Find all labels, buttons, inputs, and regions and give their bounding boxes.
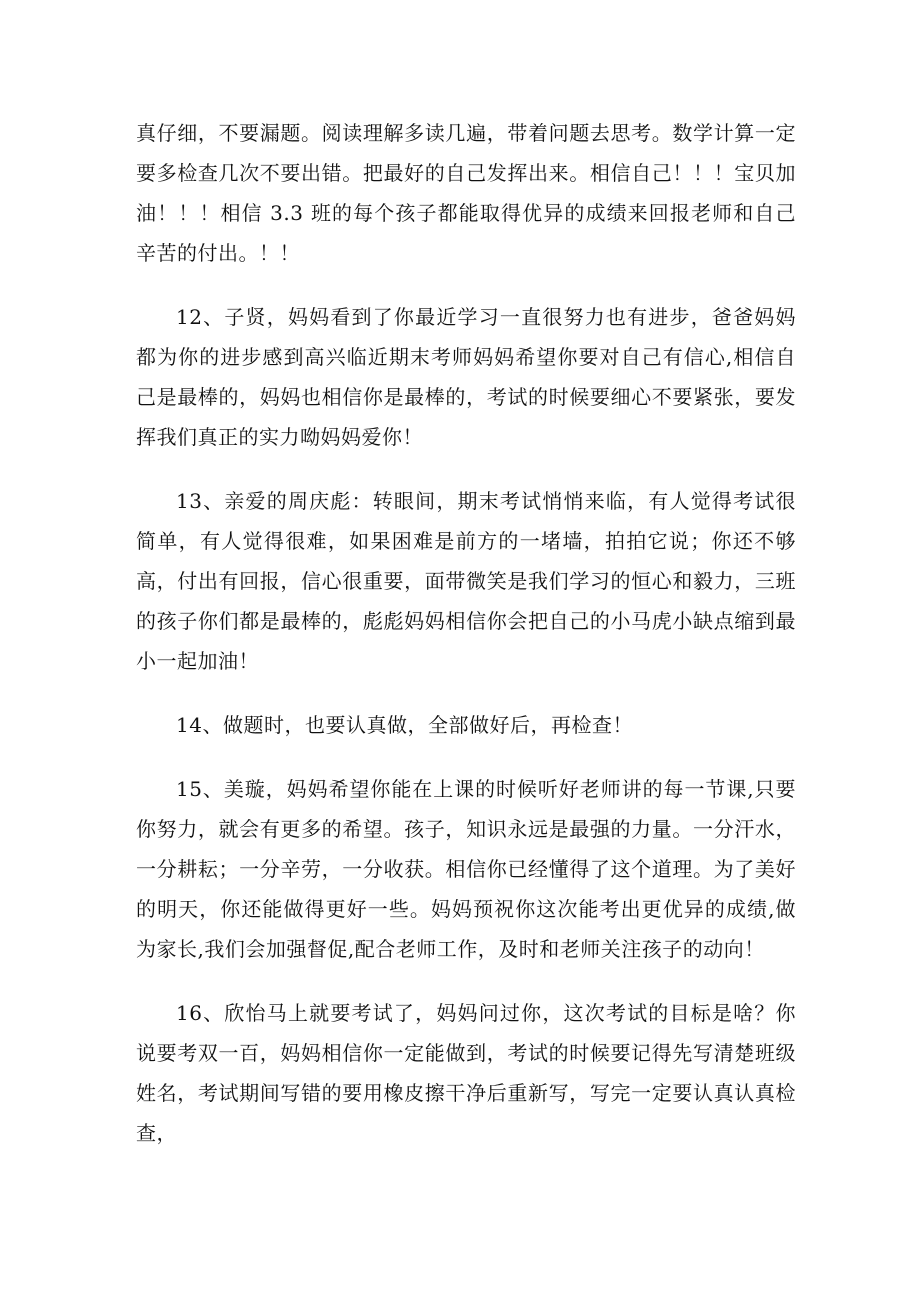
paragraph-item-14: 14、做题时，也要认真做，全部做好后，再检查！ [176, 713, 633, 737]
paragraph-item-12: 12、子贤，妈妈看到了你最近学习一直很努力也有进步，爸爸妈妈都为你的进步感到高兴临近期末考师妈妈希望你要对自己有信心,相信自己是最棒的，妈妈也相信你是最棒的，考试的时候要细心不要紧张，要发挥我们真正的实力呦妈妈爱你！ [136, 305, 796, 449]
paragraph-continuation: 真仔细，不要漏题。阅读理解多读几遍，带着问题去思考。数学计算一定要多检查几次不要出错。把最好的自己发挥出来。相信自己！！！宝贝加油！！！相信 3.3 班的每个孩子都能取得优异的成绩来回报老师和自己辛苦的付出。！！ [136, 121, 796, 265]
paragraph-item-13: 13、亲爱的周庆彪：转眼间，期末考试悄悄来临，有人觉得考试很简单，有人觉得很难，如果困难是前方的一堵墙，拍拍它说；你还不够高，付出有回报，信心很重要，面带微笑是我们学习的恒心和毅力，三班的孩子你们都是最棒的，彪彪妈妈相信你会把自己的小马虎小缺点缩到最小一起加油！ [136, 489, 796, 673]
paragraph-item-16: 16、欣怡马上就要考试了，妈妈问过你，这次考试的目标是啥？你说要考双一百，妈妈相信你一定能做到，考试的时候要记得先写清楚班级姓名，考试期间写错的要用橡皮擦干净后重新写，写完一定要认真认真检查， [136, 1001, 796, 1145]
paragraph-item-15: 15、美璇，妈妈希望你能在上课的时候听好老师讲的每一节课,只要你努力，就会有更多的希望。孩子，知识永远是最强的力量。一分汗水，一分耕耘；一分辛劳，一分收获。相信你已经懂得了这个道理。为了美好的明天，你还能做得更好一些。妈妈预祝你这次能考出更优异的成绩,做为家长,我们会加强督促,配合老师工作，及时和老师关注孩子的动向！ [136, 777, 796, 961]
document-body [136, 113, 796, 1177]
